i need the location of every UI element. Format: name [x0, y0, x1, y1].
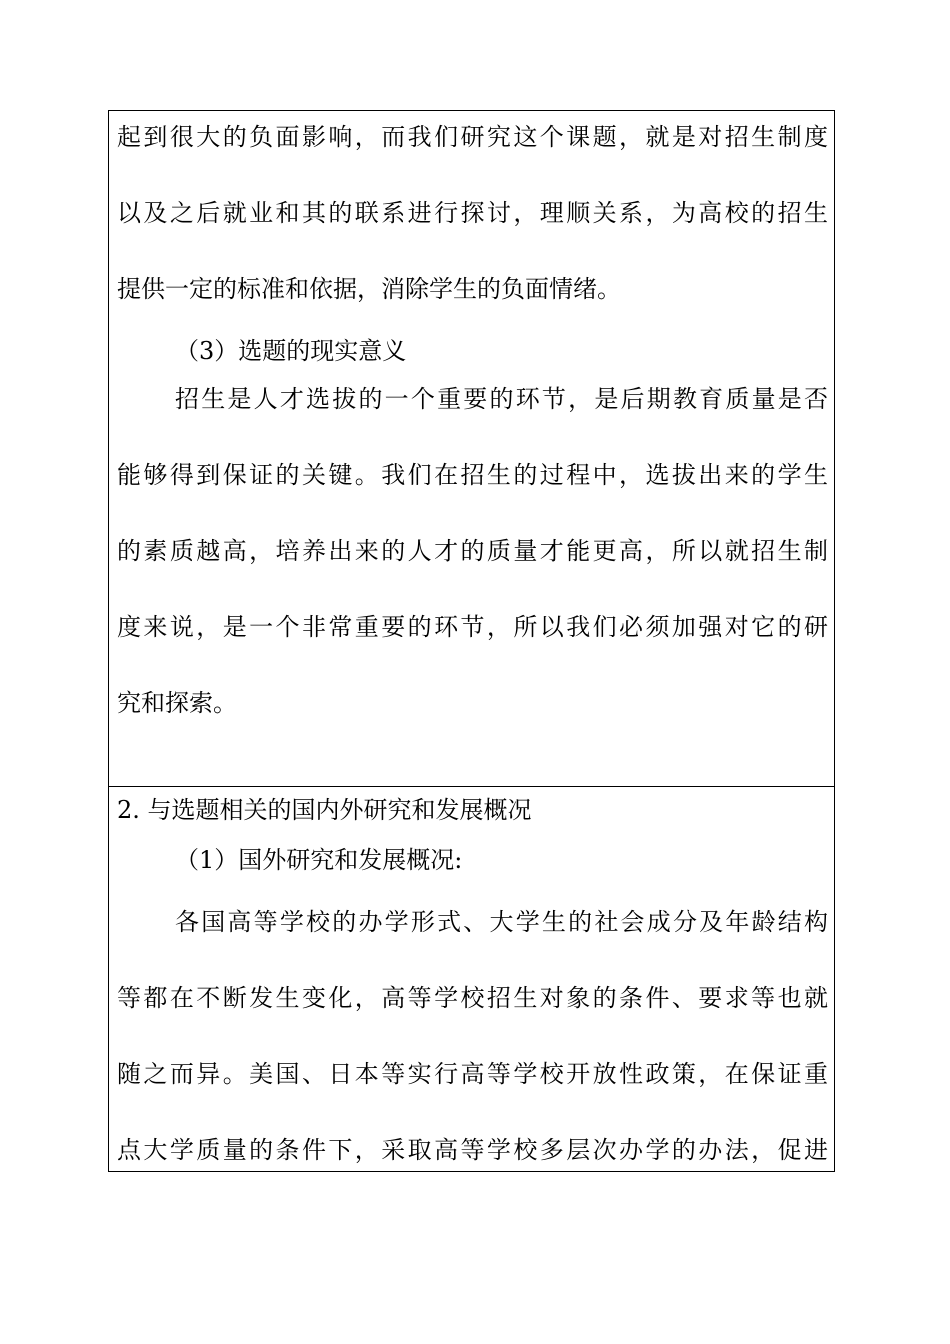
section-subheading: （1）国外研究和发展概况: [175, 846, 463, 874]
section-heading: 2. 与选题相关的国内外研究和发展概况 [117, 796, 532, 824]
paragraph-line: 等都在不断发生变化，高等学校招生对象的条件、要求等也就 [117, 984, 828, 1012]
table-cell-topic-significance [109, 111, 834, 787]
document-table [108, 110, 835, 1172]
paragraph-line: 究和探索。 [117, 689, 237, 717]
paragraph-line: 随之而异。美国、日本等实行高等学校开放性政策，在保证重 [117, 1060, 828, 1088]
paragraph-line: 点大学质量的条件下，采取高等学校多层次办学的办法，促进 [117, 1136, 828, 1164]
paragraph-line: 提供一定的标准和依据，消除学生的负面情绪。 [117, 275, 621, 303]
paragraph-line: 的素质越高，培养出来的人才的质量才能更高，所以就招生制 [117, 537, 828, 565]
paragraph-line: 以及之后就业和其的联系进行探讨，理顺关系，为高校的招生 [117, 199, 828, 227]
section-subheading: （3）选题的现实意义 [175, 337, 407, 365]
paragraph-line: 能够得到保证的关键。我们在招生的过程中，选拔出来的学生 [117, 461, 828, 489]
table-cell-research-overview [109, 787, 834, 1171]
paragraph-line: 招生是人才选拔的一个重要的环节，是后期教育质量是否 [175, 385, 828, 413]
paragraph-line: 度来说，是一个非常重要的环节，所以我们必须加强对它的研 [117, 613, 828, 641]
paragraph-line: 起到很大的负面影响，而我们研究这个课题，就是对招生制度 [117, 123, 828, 151]
paragraph-line: 各国高等学校的办学形式、大学生的社会成分及年龄结构 [175, 908, 828, 936]
